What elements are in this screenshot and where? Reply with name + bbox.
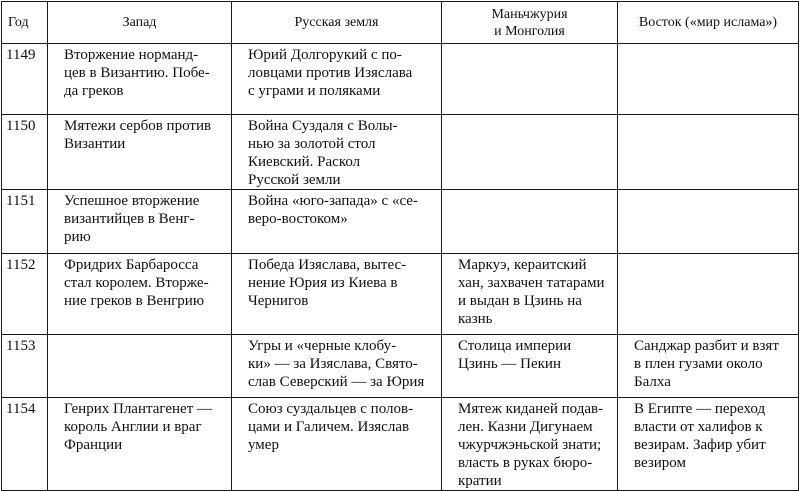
west-cell: Генрих Плантагенет — король Англии и враг Франции xyxy=(48,398,232,491)
west-cell: Успешное вторжение византийцев в Венг- рию xyxy=(48,190,232,254)
manchuria-cell: Столица империи Цзинь — Пекин xyxy=(442,335,618,398)
table-row xyxy=(2,115,799,190)
manchuria-cell xyxy=(442,115,618,190)
table-row xyxy=(2,190,799,254)
header-manchuria: Маньчжурия и Монголия xyxy=(442,2,618,44)
table-row xyxy=(2,254,799,335)
header-east: Восток («мир ислама») xyxy=(618,2,799,44)
east-cell xyxy=(618,190,799,254)
east-cell xyxy=(618,254,799,335)
east-cell xyxy=(618,44,799,115)
east-cell xyxy=(618,115,799,190)
year-cell: 1149 xyxy=(2,44,48,115)
west-cell: Вторжение норманд- цев в Византию. Побе- да греков xyxy=(48,44,232,115)
header-year: Год xyxy=(2,2,48,44)
header-west: Запад xyxy=(48,2,232,44)
east-cell: Санджар разбит и взят в плен гузами около Балха xyxy=(618,335,799,398)
manchuria-cell xyxy=(442,44,618,115)
russia-cell: Война Суздаля с Волы- нью за золотой стол Киевский. Раскол Русской земли xyxy=(232,115,442,190)
year-cell: 1150 xyxy=(2,115,48,190)
manchuria-cell: Мятеж киданей подав- лен. Казни Дигунаем чжурчжэньской знати; власть в руках бюро- кратии xyxy=(442,398,618,491)
table-row xyxy=(2,44,799,115)
manchuria-cell: Маркуэ, кераитский хан, захвачен татарами и выдан в Цзинь на казнь xyxy=(442,254,618,335)
table-row xyxy=(2,335,799,398)
russia-cell: Юрий Долгорукий с по- ловцами против Изяслава с уграми и поляками xyxy=(232,44,442,115)
header-russia: Русская земля xyxy=(232,2,442,44)
russia-cell: Союз суздальцев с полов- цами и Галичем. Изяслав умер xyxy=(232,398,442,491)
russia-cell: Угры и «черные клобу- ки» — за Изяслава, Свято- слав Северский — за Юрия xyxy=(232,335,442,398)
west-cell: Фридрих Барбаросса стал королем. Вторже- ние греков в Венгрию xyxy=(48,254,232,335)
year-cell: 1154 xyxy=(2,398,48,491)
header-row xyxy=(2,2,799,44)
west-cell: Мятежи сербов против Византии xyxy=(48,115,232,190)
year-cell: 1152 xyxy=(2,254,48,335)
manchuria-cell xyxy=(442,190,618,254)
west-cell xyxy=(48,335,232,398)
russia-cell: Победа Изяслава, вытес- нение Юрия из Киева в Чернигов xyxy=(232,254,442,335)
east-cell: В Египте — переход власти от халифов к везирам. Зафир убит везиром xyxy=(618,398,799,491)
year-cell: 1151 xyxy=(2,190,48,254)
year-cell: 1153 xyxy=(2,335,48,398)
russia-cell: Война «юго-запада» с «се- веро-востоком» xyxy=(232,190,442,254)
chronology-table xyxy=(1,1,799,491)
table-row xyxy=(2,398,799,491)
